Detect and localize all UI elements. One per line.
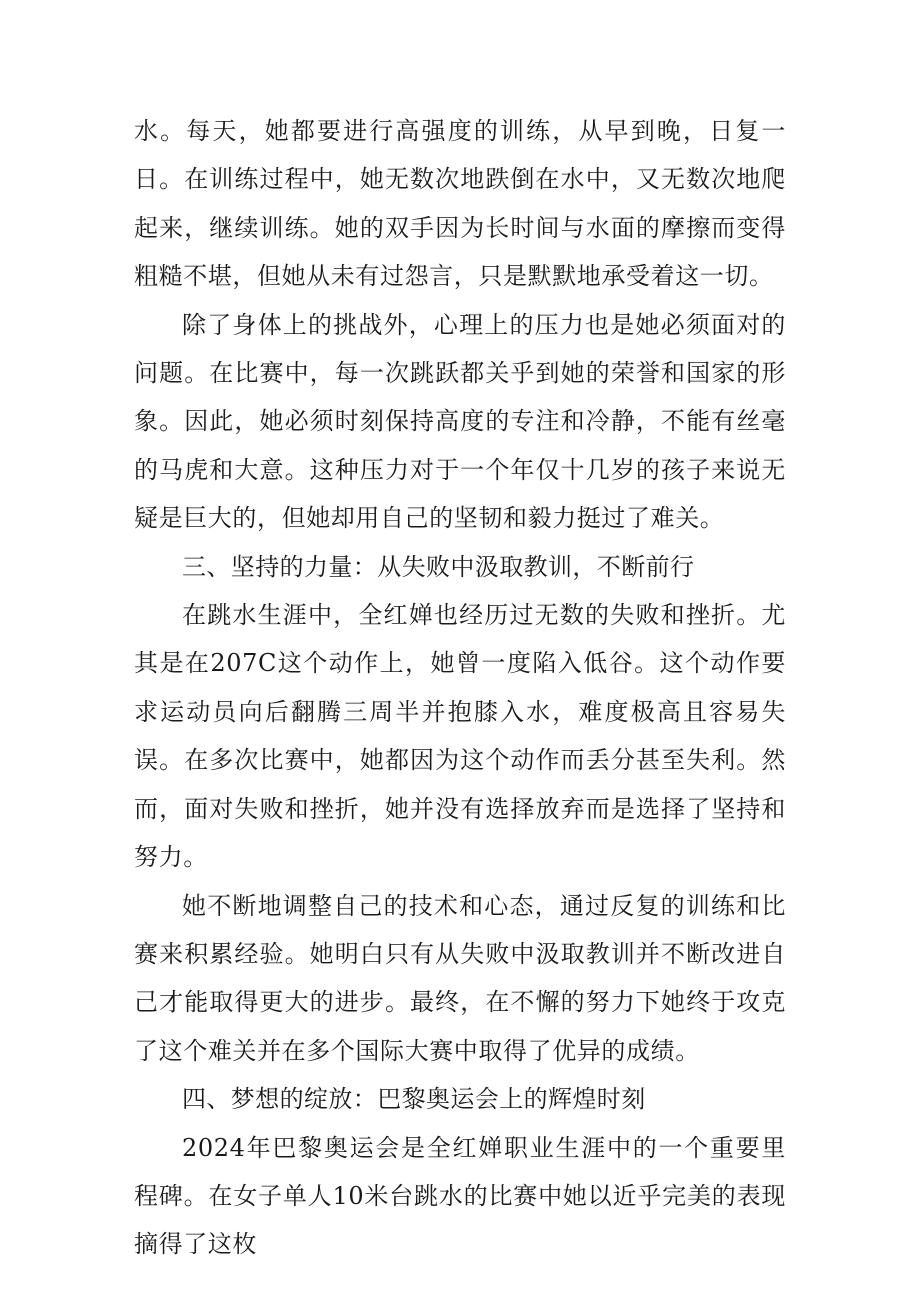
document-body	[134, 107, 786, 1269]
paragraph-failures-207c: 在跳水生涯中，全红婵也经历过无数的失败和挫折。尤其是在207C这个动作上，她曾一度陷入低谷。这个动作要求运动员向后翻腾三周半并抱膝入水，难度极高且容易失误。在多次比赛中，她都因为这个动作而丢分甚至失利。然而，面对失败和挫折，她并没有选择放弃而是选择了坚持和努力。	[134, 601, 786, 872]
paragraph-training-routine: 水。每天，她都要进行高强度的训练，从早到晚，日复一日。在训练过程中，她无数次地跌倒在水中，又无数次地爬起来，继续训练。她的双手因为长时间与水面的摩擦而变得粗糙不堪，但她从未有过怨言，只是默默地承受着这一切。	[134, 117, 786, 291]
section-heading-paris-olympics: 四、梦想的绽放：巴黎奥运会上的辉煌时刻	[182, 1085, 646, 1114]
section-heading-persistence: 三、坚持的力量：从失败中汲取教训，不断前行	[182, 552, 695, 581]
paragraph-paris-2024: 2024年巴黎奥运会是全红婵职业生涯中的一个重要里程碑。在女子单人10米台跳水的比赛中她以近乎完美的表现摘得了这枚	[134, 1133, 786, 1259]
paragraph-mental-pressure: 除了身体上的挑战外，心理上的压力也是她必须面对的问题。在比赛中，每一次跳跃都关乎到她的荣誉和国家的形象。因此，她必须时刻保持高度的专注和冷静，不能有丝毫的马虎和大意。这种压力对于一个年仅十几岁的孩子来说无疑是巨大的，但她却用自己的坚韧和毅力挺过了难关。	[134, 310, 786, 533]
paragraph-adjustment-success: 她不断地调整自己的技术和心态，通过反复的训练和比赛来积累经验。她明白只有从失败中汲取教训并不断改进自己才能取得更大的进步。最终，在不懈的努力下她终于攻克了这个难关并在多个国际大赛中取得了优异的成绩。	[134, 891, 786, 1065]
